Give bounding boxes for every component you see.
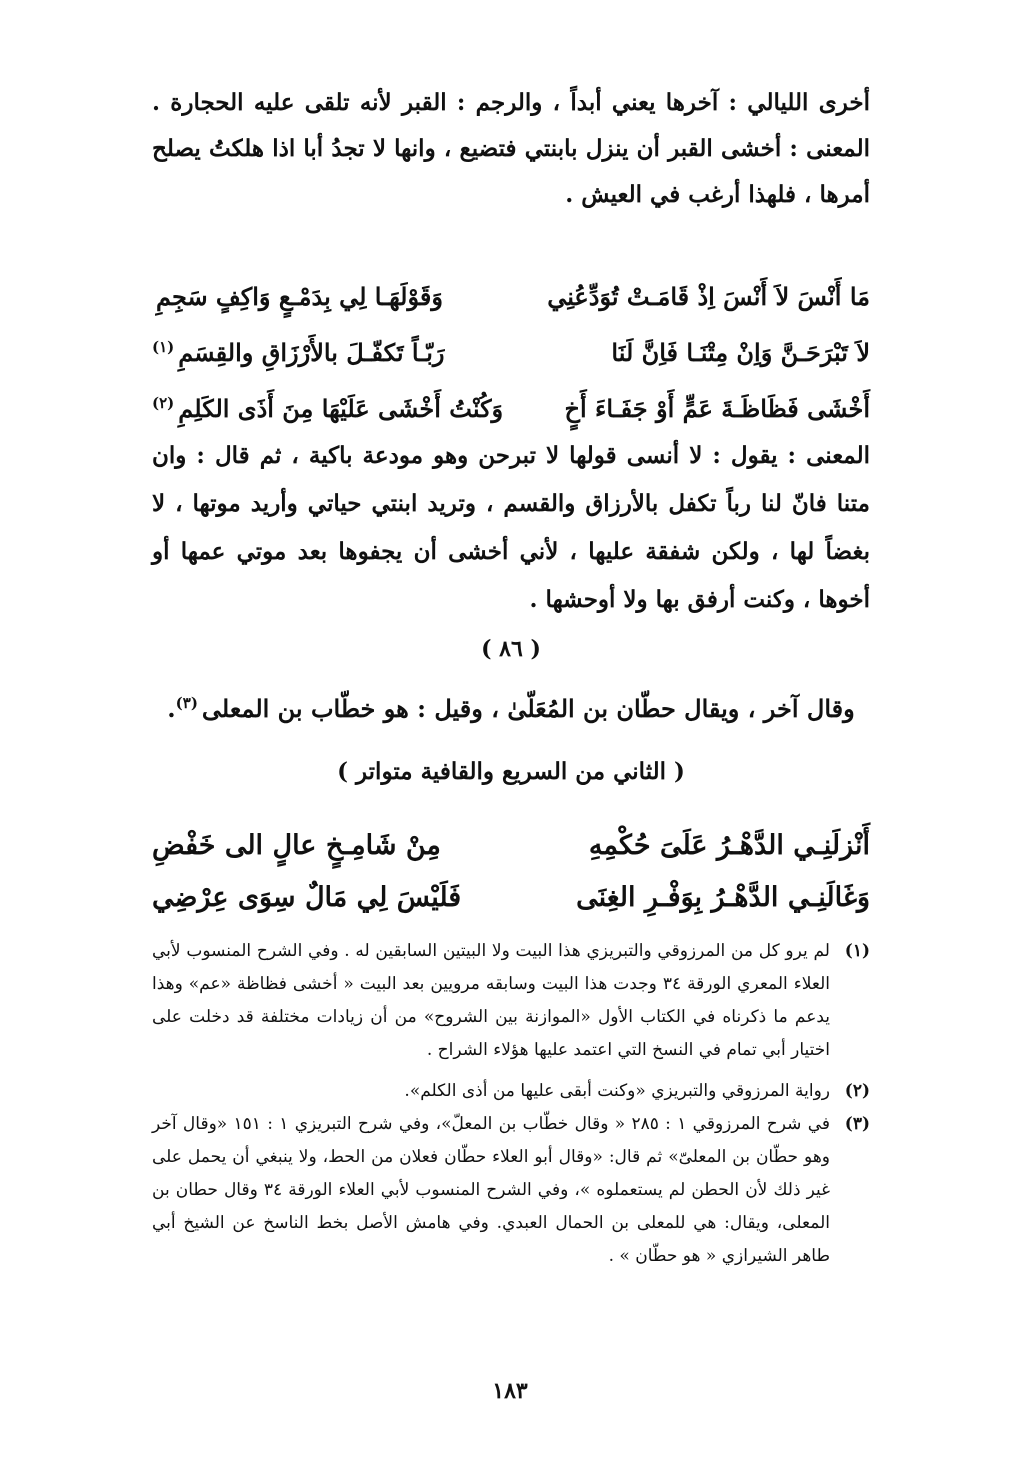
attribution-text: وقال آخر ، ويقال حطّان بن المُعَلّىٰ ، وقيل : هو خطّاب بن المعلى bbox=[201, 694, 855, 723]
second-hemistich bbox=[152, 266, 443, 322]
verse-line bbox=[152, 266, 870, 322]
second-hemistich-text: وَقَوْلَهَـا لِي بِدَمْـعٍ وَاكِفٍ سَجِمِ bbox=[156, 282, 443, 311]
verse-line bbox=[152, 820, 870, 872]
second-hemistich bbox=[152, 322, 444, 378]
page-number: ١٨٣ bbox=[492, 1378, 528, 1404]
first-hemistich: وَغَالَنِـي الدَّهْـرُ بِوَفْـرِ الغِنَى bbox=[576, 882, 870, 913]
verse-line bbox=[152, 322, 870, 378]
second-hemistich-text: رَبّـاً تَكفّـلَ بالأَرْزَاقِ والقِسَمِ bbox=[178, 338, 445, 367]
second-hemistich-text: وَكُنْتُ أَخْشَى عَلَيْهَا مِنَ أَذَى الكَلِمِ bbox=[178, 394, 504, 423]
first-hemistich: لاَ تَبْرَحَـنَّ وَاِنْ مِتْنَـا فَاِنَّ لَنَا bbox=[611, 338, 870, 367]
intro-commentary: أخرى الليالي : آخرها يعني أبداً ، والرجم : القبر لأنه تلقى عليه الحجارة . المعنى : أخشى القبر أن ينزل بابنتي فتضيع ، وانها لا تجدُ أبا اذا هلكتُ يصلح أمرها ، فلهذا أرغب في العيش . bbox=[152, 89, 870, 208]
first-hemistich: أَنْزلَنِـي الدَّهْـرُ عَلَىَ حُكْمِهِ bbox=[588, 830, 870, 861]
footnotes bbox=[152, 935, 870, 1273]
verse-line bbox=[152, 378, 870, 434]
footnote-marker: (٢) bbox=[152, 394, 175, 412]
first-hemistich: مَا أَنْسَ لاَ أَنْسَ اِذْ قَامَـتْ تُوَدِّعُنِي bbox=[547, 282, 870, 311]
first-hemistich: أَخْشَى فَظَاظَـةَ عَمٍّ أَوْ جَفَـاءَ أَخٍ bbox=[564, 394, 870, 423]
meter-heading: ( الثاني من السريع والقافية متواتر ) bbox=[337, 758, 685, 785]
footnote bbox=[152, 1075, 870, 1108]
footnote-marker: (٣) bbox=[175, 694, 198, 712]
section-attribution bbox=[152, 694, 870, 723]
second-hemistich bbox=[152, 378, 503, 434]
footnote-number: (٣) bbox=[844, 1114, 870, 1134]
second-hemistich: مِنْ شَامِـخٍ عالٍ الى خَفْضِ bbox=[152, 830, 441, 861]
meaning-commentary: المعنى : يقول : لا أنسى قولها لا تبرحن وهو مودعة باكية ، ثم قال : وان متنا فانّ لنا رباً تكفل بالأرزاق والقسم ، وتريد ابنتي حياتي وأريد موتها ، لا بغضاً لها ، ولكن شفقة عليها ، لأني أخشى أن يجفوها بعد موتي عمها أو أخوها ، وكنت أرفق بها ولا أوحشها . bbox=[152, 442, 870, 613]
footnote bbox=[152, 935, 870, 1067]
section-number: ( ٨٦ ) bbox=[481, 636, 541, 662]
footnote-text: رواية المرزوقي والتبريزي «وكنت أبقى عليها من أذى الكلم». bbox=[404, 1081, 830, 1101]
footnote-marker: (١) bbox=[152, 338, 175, 356]
footnote-text: لم يرو كل من المرزوقي والتبريزي هذا البيت ولا البيتين السابقين له . وفي الشرح المنسوب لأبي العلاء المعري الورقة ٣٤ وجدت هذا البيت وسابقه مرويين بعد البيت « أخشى فظاظة «عم» وهذا يدعم ما ذكرناه في الكتاب الأول «الموازنة بين الشروح» من أن زيادات مختلفة قد دخلت على اختيار أبي تمام في النسخ التي اعتمد عليها هؤلاء الشراح . bbox=[152, 941, 830, 1060]
second-hemistich: فَلَيْسَ لِي مَالٌ سِوَى عِرْضِي bbox=[152, 882, 462, 913]
poem-2 bbox=[152, 820, 870, 924]
poem-1 bbox=[152, 266, 870, 434]
footnote-number: (١) bbox=[844, 941, 870, 961]
attribution-end: . bbox=[167, 694, 176, 723]
footnote-text: في شرح المرزوقي ١ : ٢٨٥ « وقال خطّاب بن المعلّ»، وفي شرح التبريزي ١ : ١٥١ «وقال آخر وهو حطّان بن المعلىّ» ثم قال: «وقال أبو العلاء حطّان فعلان من الحط، ولا ينبغي أن يحمل على غير ذلك لأن الحطن لم يستعملوه »، وفي الشرح المنسوب لأبي العلاء الورقة ٣٤ وقال حطان بن المعلى، ويقال: هي للمعلى بن الحمال العبدي. وفي هامش الأصل بخط الناسخ عن الشيخ أبي طاهر الشيرازي « هو حطّان » . bbox=[152, 1114, 831, 1266]
verse-line bbox=[152, 872, 870, 924]
footnote-number: (٢) bbox=[844, 1081, 870, 1101]
footnote bbox=[152, 1108, 870, 1273]
